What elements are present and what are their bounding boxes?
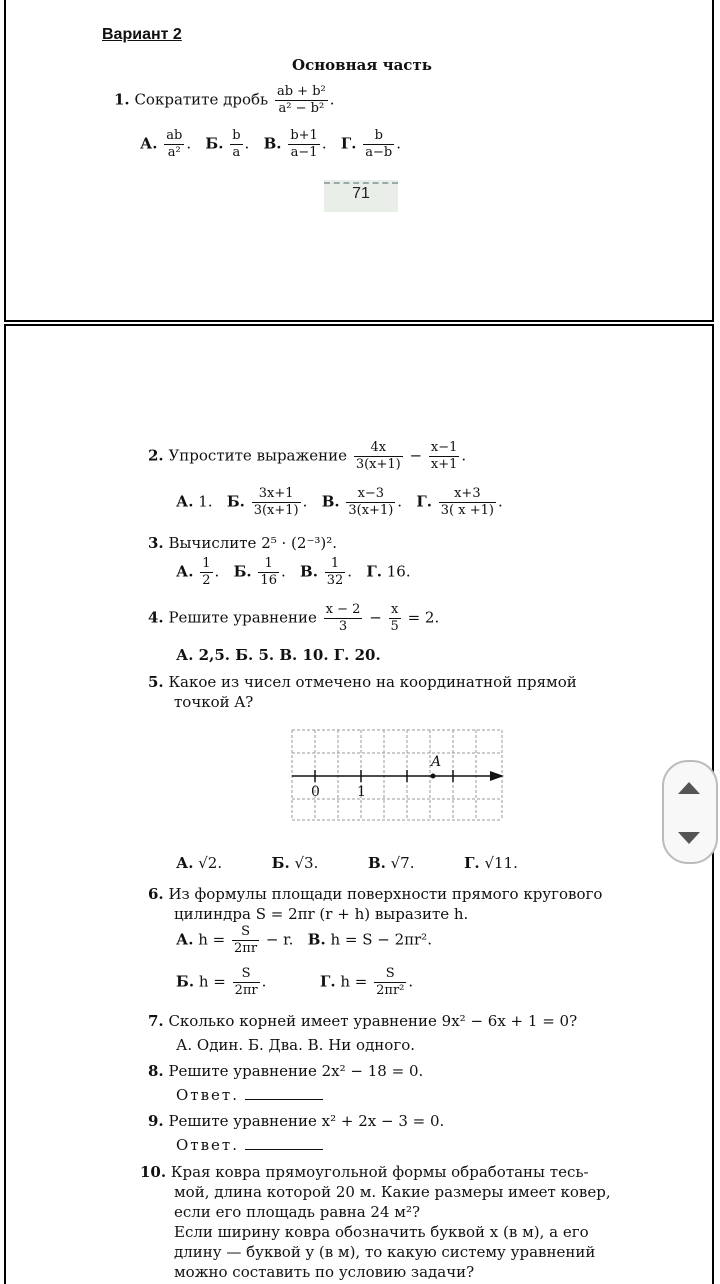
option-fraction: $\frac{x-3}{3(x+1)}$ <box>348 486 394 518</box>
question-text: Края ковра прямоугольной формы обработаны тесь- <box>170 1163 589 1181</box>
option-fraction: $\frac{S}{\text{2πr²}}$ <box>376 966 405 998</box>
question-7 <box>148 1012 577 1030</box>
option-value: h = <box>198 930 226 949</box>
question-number: 9. <box>148 1112 164 1130</box>
question-text: можно составить по условию задачи? <box>174 1263 475 1281</box>
option-label: А. <box>176 492 194 511</box>
answer-label: Ответ. <box>176 1086 239 1104</box>
option-value: h = <box>340 972 368 991</box>
option-label: Г. <box>319 972 336 991</box>
question-text: точкой A? <box>174 693 254 711</box>
option-fraction: $\frac{1}{2}$ <box>202 556 211 588</box>
option-label: А. <box>176 562 194 581</box>
fraction: $\frac{\text{ab + b²}}{\text{a² − b²}}$ <box>276 84 326 116</box>
option-value: h = <box>198 972 226 991</box>
axis-label-zero: 0 <box>311 784 320 800</box>
variant-title: Вариант 2 <box>102 26 182 43</box>
question-6 <box>148 884 602 924</box>
question-text: если его площадь равна 24 м²? <box>174 1203 420 1221</box>
question-4-options: А. 2,5. Б. 5. В. 10. Г. 20. <box>176 646 381 664</box>
option-label: А. <box>176 930 194 949</box>
point-a-label: A <box>431 754 442 770</box>
option-label: А. <box>176 854 194 872</box>
option-value: h = S − 2πr². <box>330 930 432 949</box>
question-number: 1. <box>114 90 130 109</box>
option-value: 1. <box>198 492 213 511</box>
option-value: √3. <box>294 854 319 872</box>
question-text: Решите уравнение 2x² − 18 = 0. <box>168 1062 424 1080</box>
question-text: Упростите выражение <box>168 446 348 465</box>
scroll-control <box>662 760 718 864</box>
option-fraction: $\frac{x+3}{3( x +1)}$ <box>440 486 494 518</box>
question-3 <box>148 534 337 552</box>
question-text: мой, длина которой 20 м. Какие размеры имеет ковер, <box>174 1183 611 1201</box>
answer-blank[interactable] <box>245 1099 323 1100</box>
option-fraction: $\frac{S}{2\pi r}$ <box>234 924 258 956</box>
point-a <box>431 774 436 779</box>
option-fraction: $\frac{1}{32}$ <box>326 556 344 588</box>
scroll-up-icon[interactable] <box>678 782 700 794</box>
question-5-options <box>176 854 518 872</box>
question-number: 4. <box>148 608 164 627</box>
question-text: Решите уравнение x² + 2x − 3 = 0. <box>168 1112 445 1130</box>
question-3-options: А. $\frac{1}{2}$ . Б. $\frac{1}{16}$ . В. $\frac{1}{32}$ . Г. 16. <box>176 556 411 588</box>
option-label: Г. <box>366 562 382 581</box>
question-text: Из формулы площади поверхности прямого кругового <box>168 885 603 903</box>
option-fraction: $\frac{b+1}{a-1}$ <box>290 128 318 160</box>
option-label: Г. <box>416 492 432 511</box>
number-line-figure <box>290 728 504 822</box>
question-4: 4. Решите уравнение $\frac{x - 2}{3}$ − $\frac{x}{5}$ = 2. <box>148 602 440 634</box>
option-label: В. <box>367 854 386 872</box>
option-label: Г. <box>464 854 480 872</box>
option-label: А. <box>140 134 158 153</box>
option-fraction: $\frac{1}{16}$ <box>260 556 277 588</box>
option-label: В. <box>307 930 326 949</box>
grid <box>292 730 502 820</box>
scroll-down-icon[interactable] <box>678 832 700 844</box>
question-text: Сколько корней имеет уравнение 9x² − 6x + 1 = 0? <box>168 1012 578 1030</box>
question-1: 1. Сократите дробь $\frac{\text{ab + b²}}{\text{a² − b²}}$ . <box>114 84 335 116</box>
question-number: 8. <box>148 1062 164 1080</box>
option-fraction: $\frac{S}{2\pi r}$ <box>234 966 258 998</box>
question-2-options: А. 1. Б. $\frac{3x+1}{3(x+1)}$ . В. $\frac{x-3}{3(x+1)}$ . Г. $\frac{x+3}{3( x +1)}$ . <box>176 486 503 518</box>
option-label: В. <box>263 134 282 153</box>
question-text: Если ширину ковра обозначить буквой x (в м), а его <box>174 1223 589 1241</box>
option-value: − r. <box>265 930 294 949</box>
question-8 <box>148 1062 423 1080</box>
option-fraction: $\frac{b}{a}$ <box>232 128 241 160</box>
axis-label-one: 1 <box>357 784 366 800</box>
fraction: $\frac{4x}{3(x+1)}$ <box>355 440 401 472</box>
question-number: 7. <box>148 1012 164 1030</box>
fraction: $\frac{x - 2}{3}$ <box>325 602 361 634</box>
question-number: 2. <box>148 446 164 465</box>
question-7-options: А. Один. Б. Два. В. Ни одного. <box>176 1036 415 1054</box>
question-number: 5. <box>148 673 164 691</box>
option-label: Б. <box>271 854 290 872</box>
option-label: Б. <box>176 972 195 991</box>
option-value: √11. <box>484 854 518 872</box>
option-label: В. <box>300 562 318 581</box>
question-text: Сократите дробь <box>134 90 269 109</box>
question-text: Решите уравнение <box>168 608 317 627</box>
option-value: √7. <box>390 854 415 872</box>
question-6-options-row1 <box>176 924 432 957</box>
answer-line <box>176 1086 323 1104</box>
question-2: 2. Упростите выражение $\frac{4x}{3(x+1)}$ − $\frac{x-1}{x+1}$ . <box>148 440 467 472</box>
question-1-options: А. $\frac{ab}{\text{a²}}$ . Б. $\frac{b}{a}$ . В. $\frac{b+1}{a-1}$ . Г. $\frac{b}{a-b}$ . <box>140 128 402 160</box>
page-top <box>4 0 714 322</box>
answer-label: Ответ. <box>176 1136 239 1154</box>
question-5 <box>148 672 577 712</box>
option-label: Б. <box>226 492 245 511</box>
option-value: √2. <box>198 854 223 872</box>
question-text: длину — буквой y (в м), то какую систему уравнений <box>174 1243 596 1261</box>
option-label: Б. <box>233 562 252 581</box>
question-9 <box>148 1112 444 1130</box>
answer-line <box>176 1136 323 1154</box>
fraction: $\frac{x}{5}$ <box>390 602 399 634</box>
page-number: 71 <box>324 180 398 212</box>
question-number: 10. <box>140 1163 167 1181</box>
question-number: 3. <box>148 534 164 552</box>
section-title: Основная часть <box>292 56 432 74</box>
question-text: цилиндра S = 2πr (r + h) выразите h. <box>174 905 469 923</box>
option-fraction: $\frac{ab}{\text{a²}}$ <box>166 128 183 160</box>
option-label: В. <box>321 492 340 511</box>
fraction: $\frac{x-1}{x+1}$ <box>430 440 458 472</box>
option-fraction: $\frac{3x+1}{3(x+1)}$ <box>253 486 299 518</box>
question-6-options-row2: Б. h = $\frac{S}{2\pi r}$ . Г. h = $\frac{S}{\text{2πr²}}$ . <box>176 966 414 998</box>
option-label: Г. <box>340 134 357 153</box>
question-number: 6. <box>148 885 164 903</box>
option-fraction: $\frac{b}{a-b}$ <box>365 128 393 160</box>
option-label: Б. <box>205 134 224 153</box>
question-text: Вычислите 2⁵ · (2⁻³)². <box>168 534 338 552</box>
equation-rhs: = 2. <box>407 608 440 627</box>
option-value: 16. <box>386 562 411 581</box>
question-10 <box>140 1162 611 1282</box>
question-text: Какое из чисел отмечено на координатной прямой <box>168 673 577 691</box>
page-bottom <box>4 324 714 1284</box>
answer-blank[interactable] <box>245 1149 323 1150</box>
